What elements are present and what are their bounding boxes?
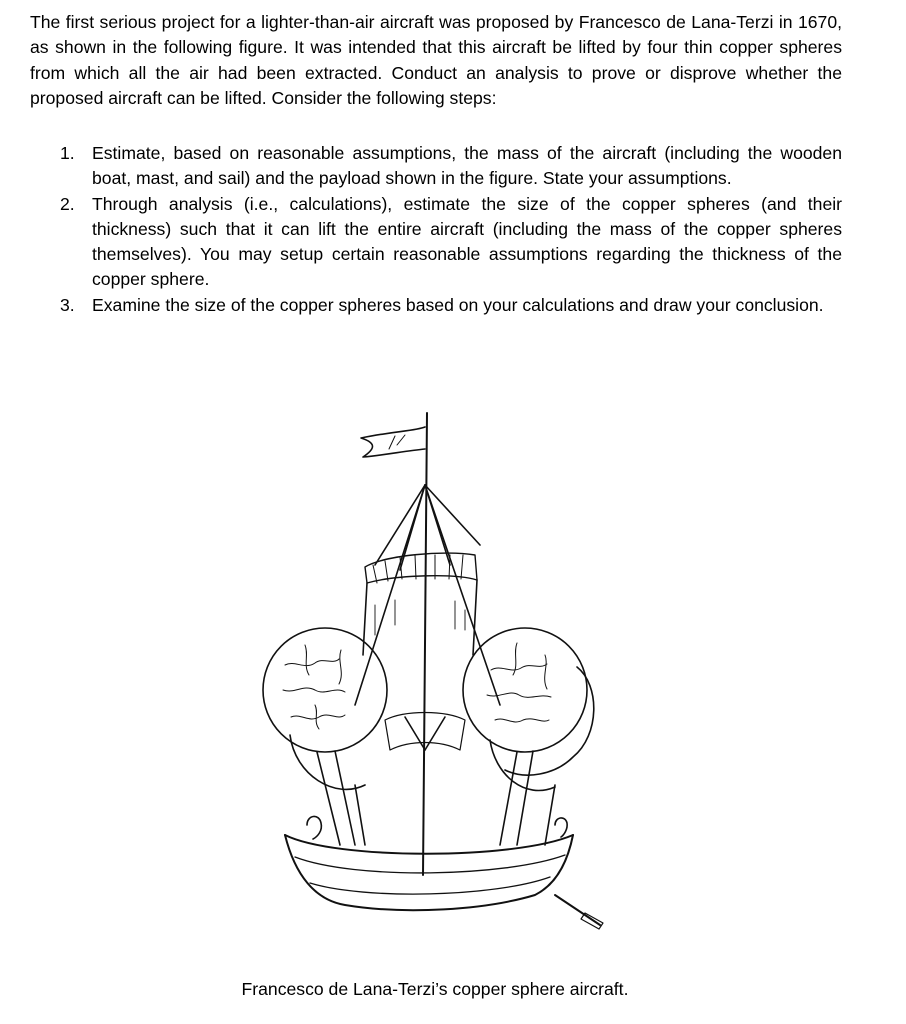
- step-item: [60, 141, 842, 192]
- step-number: 3.: [60, 294, 75, 315]
- step-text: Examine the size of the copper spheres based on your calculations and draw your conclusion.: [92, 294, 824, 315]
- step-number: 2.: [60, 193, 75, 214]
- step-text: Estimate, based on reasonable assumptions, the mass of the aircraft (including the wooden boat, mast, and sail) and the payload shown in the figure. State your assumptions.: [92, 143, 842, 189]
- steps-list: [60, 141, 842, 318]
- step-item: [60, 192, 842, 293]
- copper-sphere-aircraft-illustration: [255, 405, 615, 950]
- intro-paragraph: The first serious project for a lighter-than-air aircraft was proposed by Francesco de Lana-Terzi in 1670, as shown in the following figure. It was intended that this aircraft be lifted by four thin copper spheres from which all the air had been extracted. Conduct an analysis to prove or disprove whether the proposed aircraft can be lifted. Consider the following steps:: [30, 12, 842, 108]
- step-number: 1.: [60, 143, 75, 163]
- step-text: Through analysis (i.e., calculations), estimate the size of the copper spheres (and their thickness) such that it can lift the entire aircraft (including the mass of the copper spheres themselves). You may setup certain reasonable assumptions regarding the thickness of the copper sphere.: [92, 193, 842, 290]
- step-item: [60, 293, 842, 318]
- figure-caption: Francesco de Lana-Terzi’s copper sphere aircraft.: [241, 979, 629, 999]
